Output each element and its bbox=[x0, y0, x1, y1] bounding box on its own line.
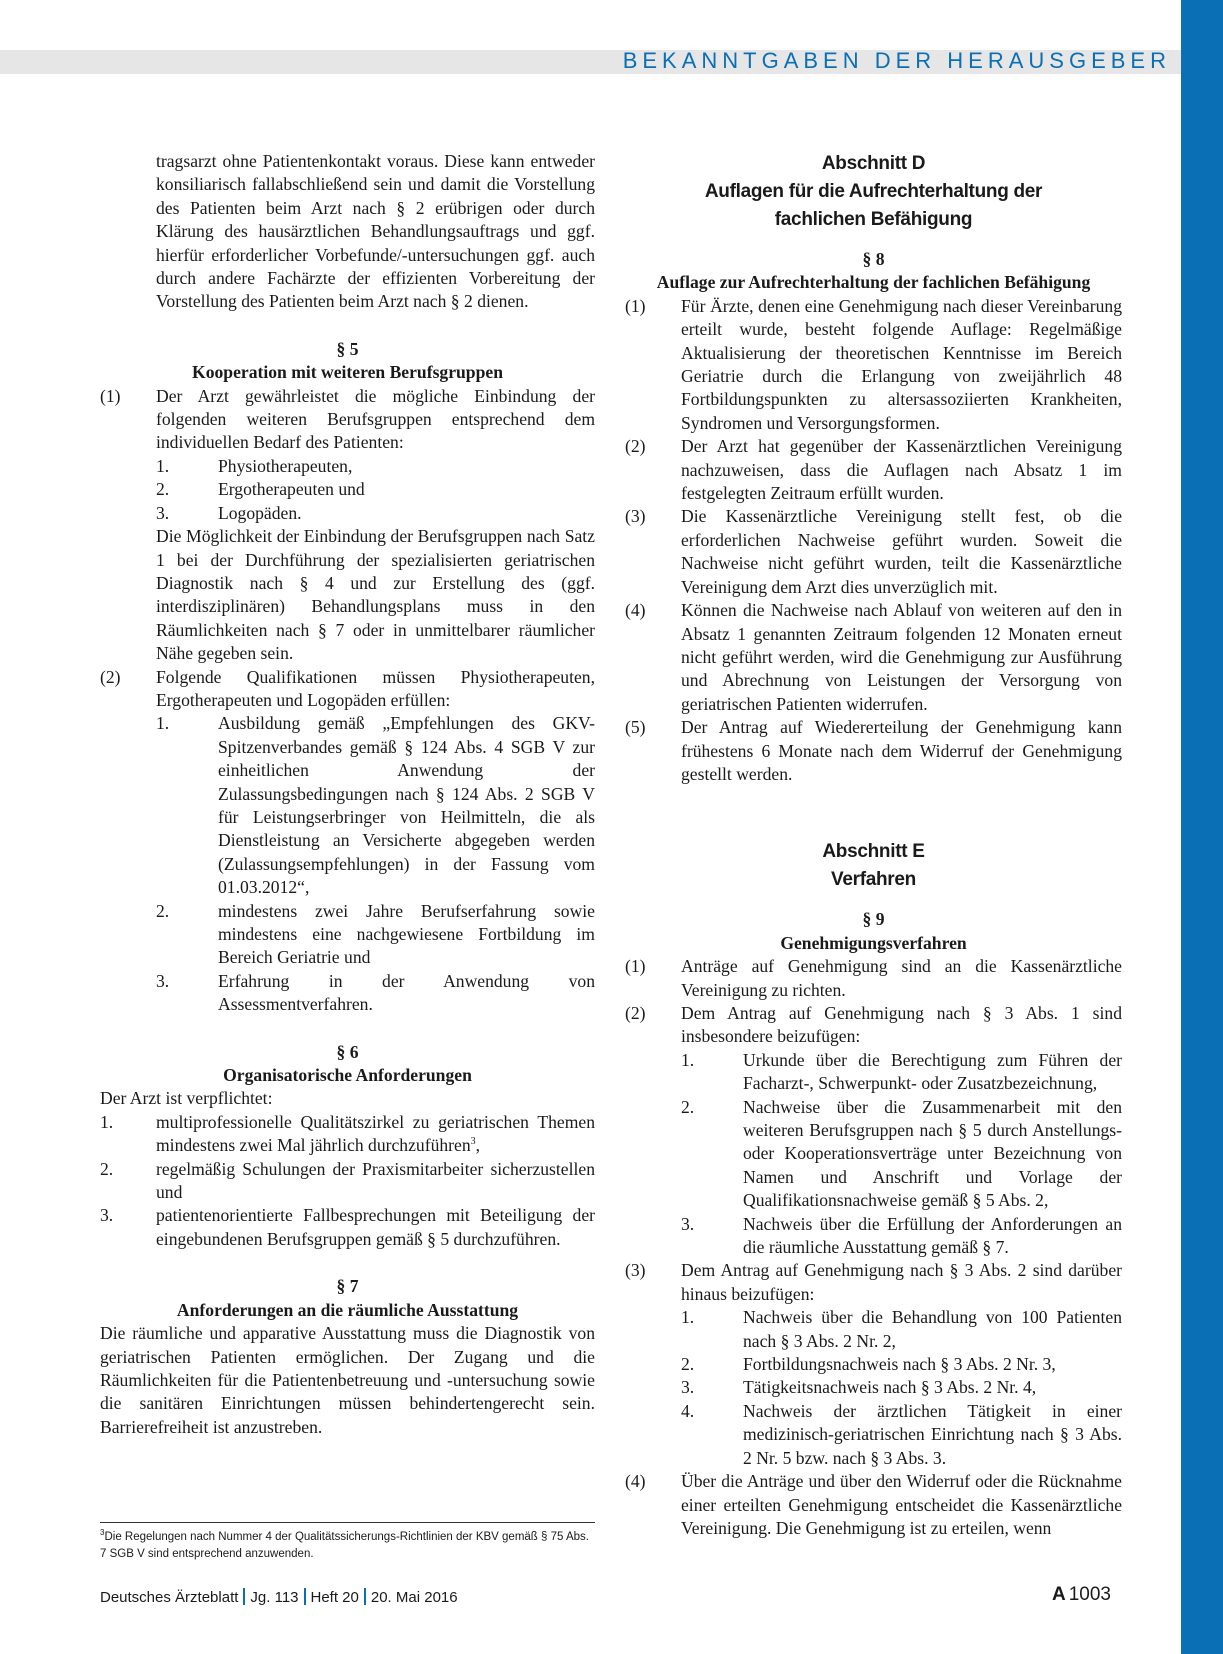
item-text: Ausbildung gemäß „Empfehlungen des GKV-Spitzenverbandes gemäß § 124 Abs. 4 SGB V zur einheitlichen Anwendung der Zulassungsbedingungen nach § 124 Abs. 2 SGB V für Leistungserbringer von Heilmitteln, die als Dienstleistung an Versicherte abgegeben werden (Zulassungsempfehlungen) in der Fassung vom 01.03.2012“, bbox=[218, 713, 595, 898]
paragraph-number: (4) bbox=[625, 1471, 646, 1492]
item-text: Nachweise über die Zusammenarbeit mit den weiteren Berufsgruppen nach § 5 durch Anstellungs- oder Kooperationsverträge unter Bezeichnung von Namen und Anschrift und Vorlage der Qualifikationsnachweise gemäß § 5 Abs. 2, bbox=[743, 1096, 1122, 1211]
paragraph-text: Dem Antrag auf Genehmigung nach § 3 Abs. 2 sind darüber hinaus beizufügen: bbox=[681, 1260, 1122, 1304]
list-item bbox=[100, 712, 595, 899]
section-9-paragraph-1 bbox=[625, 955, 1122, 1002]
list-item bbox=[100, 1158, 595, 1205]
paragraph-number: (1) bbox=[625, 295, 646, 316]
item-text: Logopäden. bbox=[218, 502, 302, 523]
item-text: Nachweis über die Erfüllung der Anforderungen an die räumliche Ausstattung gemäß § 7. bbox=[743, 1213, 1122, 1258]
section-7-title: Anforderungen an die räumliche Ausstattung bbox=[176, 1299, 519, 1320]
item-number: 2. bbox=[156, 479, 170, 500]
section-9-paragraph-2 bbox=[625, 1002, 1122, 1049]
paragraph-number: (1) bbox=[100, 385, 121, 406]
item-number: 3. bbox=[100, 1205, 114, 1226]
abschnitt-d-line-3: fachlichen Befähigung bbox=[774, 209, 973, 230]
section-8-paragraph bbox=[625, 716, 1122, 786]
section-9-number: § 9 bbox=[862, 909, 885, 930]
list-item bbox=[625, 1400, 1122, 1470]
item-text: Tätigkeitsnachweis nach § 3 Abs. 2 Nr. 4, bbox=[743, 1377, 1037, 1398]
left-column bbox=[100, 150, 595, 1439]
list-item bbox=[100, 970, 595, 1017]
list-item bbox=[100, 455, 595, 478]
footnote-reference: 3 bbox=[470, 1136, 476, 1148]
section-8-paragraph bbox=[625, 295, 1122, 435]
list-item bbox=[100, 502, 595, 525]
paragraph-number: (3) bbox=[625, 1260, 646, 1281]
item-number: 2. bbox=[100, 1158, 114, 1179]
item-number: 1. bbox=[156, 713, 170, 734]
paragraph-text: Folgende Qualifikationen müssen Physiotherapeuten, Ergotherapeuten und Logopäden erfüllen: bbox=[156, 666, 595, 710]
item-number: 4. bbox=[681, 1400, 695, 1421]
section-9-paragraph-4 bbox=[625, 1470, 1122, 1540]
abschnitt-d-line-1: Abschnitt D bbox=[821, 153, 926, 174]
abschnitt-e-line-2: Verfahren bbox=[831, 869, 916, 891]
list-item bbox=[625, 1096, 1122, 1213]
item-text: Ergotherapeuten und bbox=[218, 479, 365, 500]
list-item bbox=[625, 1306, 1122, 1353]
separator bbox=[304, 1588, 306, 1605]
item-text: Nachweis der ärztlichen Tätigkeit in einer medizinisch-geriatrischen Einrichtung nach § 3 Abs. 2 Nr. 5 bzw. nach § 3 Abs. 3. bbox=[743, 1400, 1122, 1468]
abschnitt-e-heading bbox=[625, 838, 1122, 894]
paragraph-number: (5) bbox=[625, 717, 646, 738]
paragraph-text: Die Kassenärztliche Vereinigung stellt fest, ob die erforderlichen Nachweise geführt wurden. Soweit die Nachweise nicht geführt wurden, teilt die Kassenärztliche Vereinigung dem Arzt dies unverzüglich mit. bbox=[681, 506, 1122, 597]
footnote-rule bbox=[100, 1522, 595, 1523]
item-text-punctuation: , bbox=[475, 1135, 481, 1156]
paragraph-text: Der Antrag auf Wiedererteilung der Genehmigung kann frühestens 6 Monate nach dem Widerruf der Genehmigung gestellt werden. bbox=[681, 717, 1122, 784]
item-text: regelmäßig Schulungen der Praxismitarbeiter sicherzustellen und bbox=[156, 1158, 595, 1203]
paragraph-number: (3) bbox=[625, 506, 646, 527]
item-text: Erfahrung in der Anwendung von Assessmentverfahren. bbox=[218, 970, 595, 1015]
paragraph-text: Der Arzt hat gegenüber der Kassenärztlichen Vereinigung nachzuweisen, dass die Auflagen nach Absatz 1 im festgelegten Zeitraum erfüllt wurden. bbox=[681, 436, 1122, 504]
volume: Jg. 113 bbox=[250, 1589, 299, 1606]
footer-citation bbox=[100, 1588, 458, 1606]
section-8-title: Auflage zur Aufrechterhaltung der fachlichen Befähigung bbox=[656, 272, 1091, 293]
item-text: Fortbildungsnachweis nach § 3 Abs. 2 Nr. 3, bbox=[743, 1354, 1056, 1375]
separator bbox=[364, 1588, 366, 1605]
paragraph-number: (2) bbox=[625, 436, 646, 457]
list-item bbox=[625, 1213, 1122, 1260]
list-item bbox=[625, 1353, 1122, 1376]
paragraph-number: (2) bbox=[100, 666, 121, 687]
journal-name: Deutsches Ärzteblatt bbox=[100, 1589, 239, 1606]
item-text: patientenorientierte Fallbesprechungen mit Beteiligung der eingebundenen Berufsgruppen gemäß § 5 durchzuführen. bbox=[156, 1205, 595, 1249]
section-6-number: § 6 bbox=[336, 1041, 359, 1062]
intro-paragraph: tragsarzt ohne Patientenkontakt voraus. Diese kann entweder konsiliarisch fallabschließend sein und damit die Vorstellung des Patienten beim Arzt nach § 2 erübrigen oder durch Klärung des hausärztlichen Behandlungsauftrags und ggf. hierfür erforderlicher Vorbefunde/-untersuchungen ggf. auch durch andere Fachärzte der effizienten Vorbereitung der Vorstellung des Patienten beim Arzt nach § 2 dienen. bbox=[156, 151, 595, 312]
section-9-title: Genehmigungsverfahren bbox=[780, 932, 967, 953]
page-number-value: 1003 bbox=[1068, 1584, 1111, 1605]
page-prefix: A bbox=[1051, 1584, 1066, 1605]
section-6-intro: Der Arzt ist verpflichtet: bbox=[100, 1088, 273, 1109]
item-number: 3. bbox=[156, 970, 170, 991]
section-7-text: Die räumliche und apparative Ausstattung muss die Diagnostik von geriatrischen Patienten ermöglichen. Der Zugang und die Räumlichkeiten für die Patientenbetreuung und -untersuchung sowie die sanitären Einrichtungen müssen behindertengerecht sein. Barrierefreiheit ist anzustreben. bbox=[100, 1323, 595, 1437]
section-5-paragraph-2 bbox=[100, 666, 595, 713]
item-number: 2. bbox=[681, 1096, 695, 1117]
paragraph-text: Für Ärzte, denen eine Genehmigung nach dieser Vereinbarung erteilt wurde, besteht folgende Auflage: Regelmäßige Aktualisierung der theoretischen Kenntnisse im Bereich Geriatrie durch die Erlangung von zweijährlich 48 Fortbildungspunkten zu altersassoziierten Krankheiten, Syndromen und Versorgungsformen. bbox=[681, 295, 1122, 433]
section-8-paragraph bbox=[625, 505, 1122, 599]
paragraph-text: Über die Anträge und über den Widerruf oder die Rücknahme einer erteilten Genehmigung entscheidet die Kassenärztliche Vereinigung. Die Genehmigung ist zu erteilen, wenn bbox=[681, 1471, 1122, 1538]
paragraph-number: (4) bbox=[625, 600, 646, 621]
paragraph-text: Können die Nachweise nach Ablauf von weiteren auf den in Absatz 1 genannten Zeitraum folgenden 12 Monaten erneut nicht geführt werden, wird die Genehmigung zur Ausführung und Abrechnung von Leistungen der Versorgung von geriatrischen Patienten widerrufen. bbox=[681, 600, 1122, 714]
page-number bbox=[1052, 1584, 1111, 1606]
list-item bbox=[100, 1111, 595, 1158]
section-5-number: § 5 bbox=[336, 338, 359, 359]
item-number: 2. bbox=[681, 1354, 695, 1375]
abschnitt-d-line-2: Auflagen für die Aufrechterhaltung der bbox=[704, 181, 1043, 202]
item-text: mindestens zwei Jahre Berufserfahrung sowie mindestens eine nachgewiesene Fortbildung im Bereich Geriatrie und bbox=[218, 900, 595, 968]
section-8-number: § 8 bbox=[862, 249, 885, 269]
footnote bbox=[100, 1529, 595, 1563]
item-number: 1. bbox=[156, 455, 170, 476]
item-text bbox=[156, 1111, 595, 1158]
right-column bbox=[625, 150, 1122, 1540]
paragraph-text: Der Arzt gewährleistet die mögliche Einbindung der folgenden weiteren Berufsgruppen entsprechend dem individuellen Bedarf des Patienten: bbox=[156, 385, 595, 453]
list-item bbox=[625, 1376, 1122, 1399]
item-number: 1. bbox=[681, 1049, 695, 1070]
item-text: Nachweis über die Behandlung von 100 Patienten nach § 3 Abs. 2 Nr. 2, bbox=[743, 1307, 1122, 1351]
paragraph-text: Anträge auf Genehmigung sind an die Kassenärztliche Vereinigung zu richten. bbox=[681, 956, 1122, 1000]
section-8-paragraph bbox=[625, 435, 1122, 505]
item-number: 2. bbox=[156, 900, 170, 921]
section-5-paragraph-1-continuation: Die Möglichkeit der Einbindung der Berufsgruppen nach Satz 1 bei der Durchführung der spezialisierten geriatrischen Diagnostik nach § 4 und zur Erstellung des (ggf. interdisziplinären) Behandlungsplans muss in den Räumlichkeiten nach § 7 oder in unmittelbarer räumlicher Nähe gegeben sein. bbox=[156, 526, 595, 664]
paragraph-number: (1) bbox=[625, 956, 646, 977]
section-9-paragraph-3 bbox=[625, 1259, 1122, 1306]
issue-date: 20. Mai 2016 bbox=[370, 1589, 458, 1606]
list-item bbox=[100, 900, 595, 970]
section-header-title: BEKANNTGABEN DER HERAUSGEBER bbox=[622, 48, 1171, 73]
item-number: 1. bbox=[100, 1111, 114, 1132]
footnote-mark: 3 bbox=[100, 1528, 105, 1538]
list-item bbox=[100, 478, 595, 501]
footnote-text: Die Regelungen nach Nummer 4 der Qualitätssicherungs-Richtlinien der KBV gemäß § 75 Abs. 7 SGB V sind entsprechend anzuwenden. bbox=[100, 1531, 589, 1560]
section-5-paragraph-1 bbox=[100, 385, 595, 455]
separator bbox=[243, 1588, 245, 1605]
item-number: 3. bbox=[156, 502, 170, 523]
section-7-number: § 7 bbox=[336, 1276, 359, 1297]
paragraph-text: Dem Antrag auf Genehmigung nach § 3 Abs. 1 sind insbesondere beizufügen: bbox=[681, 1002, 1122, 1047]
section-8-paragraph bbox=[625, 599, 1122, 716]
paragraph-number: (2) bbox=[625, 1002, 646, 1023]
list-item bbox=[100, 1204, 595, 1251]
item-text: Urkunde über die Berechtigung zum Führen der Facharzt-, Schwerpunkt- oder Zusatzbezeichnung, bbox=[743, 1049, 1122, 1094]
issue: Heft 20 bbox=[310, 1589, 359, 1606]
abschnitt-e-line-1: Abschnitt E bbox=[822, 841, 925, 863]
item-number: 3. bbox=[681, 1213, 695, 1234]
section-6-title: Organisatorische Anforderungen bbox=[223, 1065, 472, 1086]
blue-side-bar bbox=[1181, 0, 1223, 1654]
item-number: 1. bbox=[681, 1307, 695, 1328]
item-text-body: multiprofessionelle Qualitätszirkel zu geriatrischen Themen mindestens zwei Mal jährlich durchzuführen bbox=[156, 1111, 595, 1156]
list-item bbox=[625, 1049, 1122, 1096]
item-number: 3. bbox=[681, 1377, 695, 1398]
abschnitt-d-heading bbox=[625, 150, 1122, 234]
section-5-title: Kooperation mit weiteren Berufsgruppen bbox=[192, 362, 503, 383]
item-text: Physiotherapeuten, bbox=[218, 455, 353, 476]
